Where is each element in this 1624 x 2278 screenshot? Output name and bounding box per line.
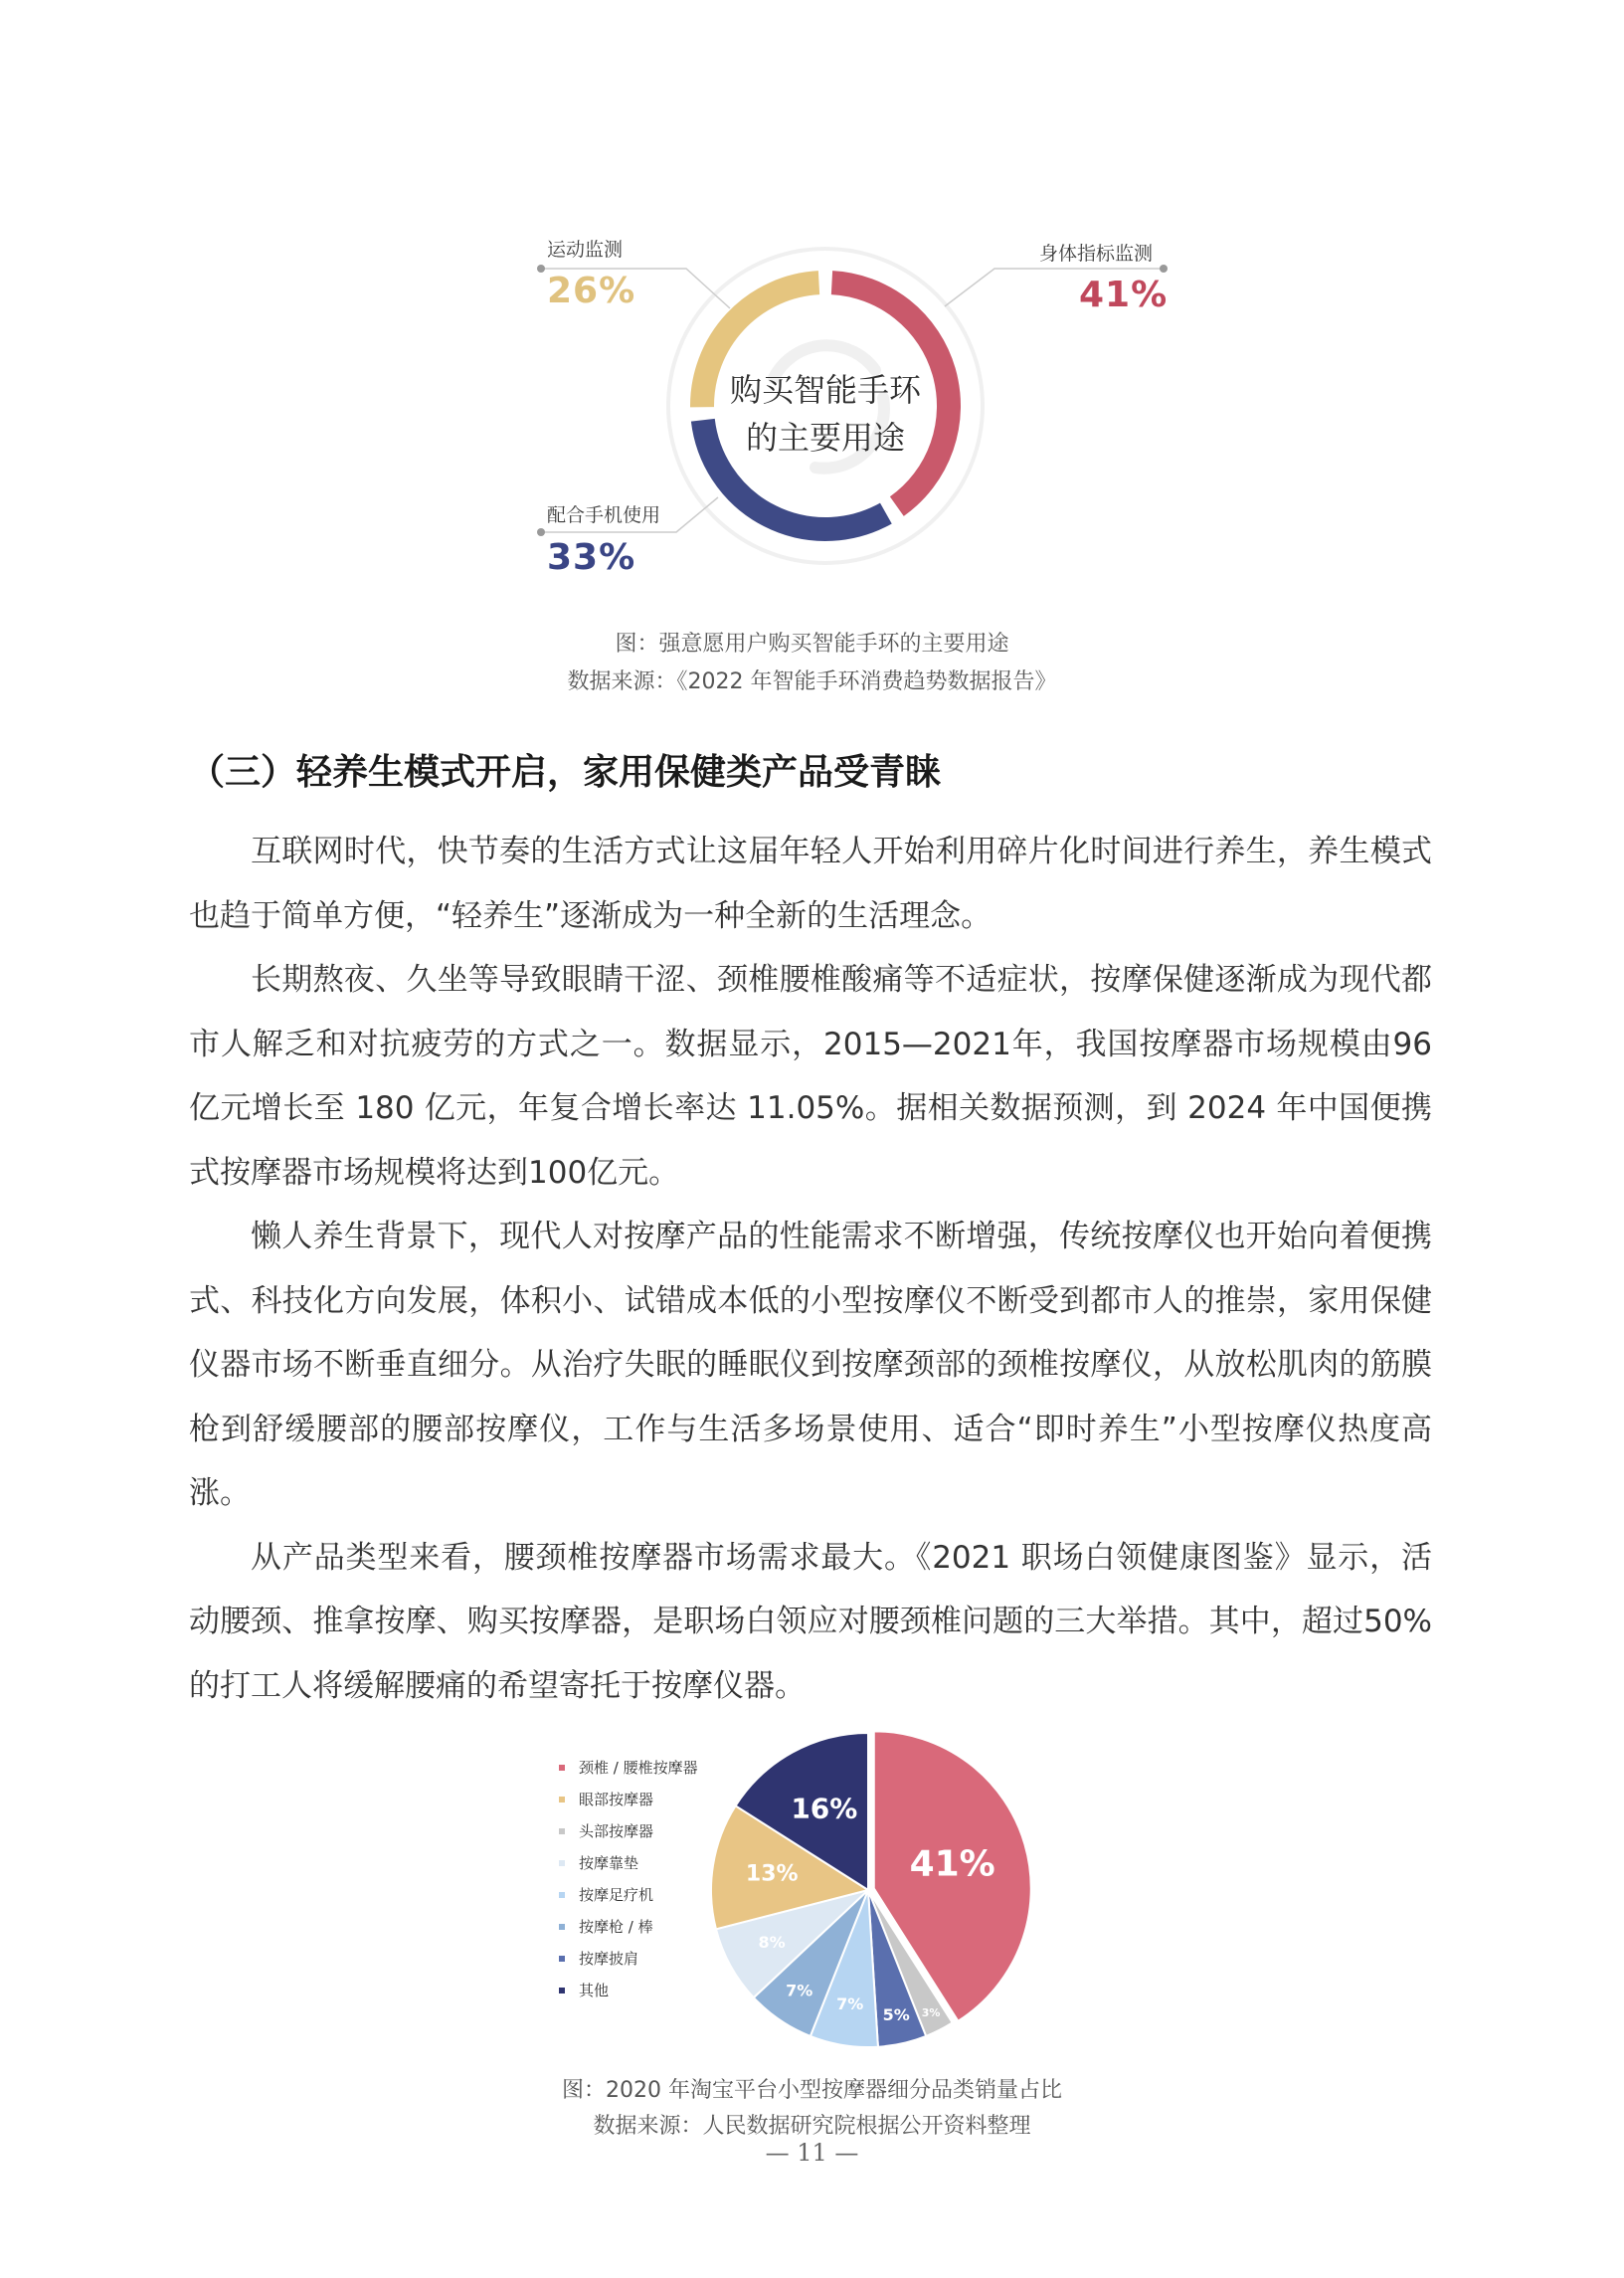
legend-swatch: [559, 1797, 565, 1803]
paragraph-3: 懒人养生背景下，现代人对按摩产品的性能需求不断增强，传统按摩仪也开始向着便携式、科技化方向发展，体积小、试错成本低的小型按摩仪不断受到都市人的推崇，家用保健仪器市场不断垂直细分。从治疗失眠的睡眠仪到按摩颈部的颈椎按摩仪，从放松肌肉的筋膜枪到舒缓腰部的腰部按摩仪，工作与生活多场景使用、适合“即时养生”小型按摩仪热度高涨。: [189, 1219, 1432, 1511]
pie-data-label-7: 16%: [791, 1792, 858, 1825]
label-body-indicator: 身体指标监测: [1039, 243, 1154, 265]
legend-swatch: [559, 1988, 565, 1993]
legend-swatch: [559, 1956, 565, 1962]
legend-label: 按摩枪 / 棒: [579, 1918, 653, 1936]
pie-data-label-4: 7%: [836, 1993, 864, 2013]
legend-label: 按摩足疗机: [579, 1886, 654, 1904]
label-sport-monitoring: 运动监测: [547, 239, 624, 261]
section-heading: （三）轻养生模式开启，家用保健类产品受青睐: [189, 752, 942, 793]
paragraph-2: 长期熬夜、久坐等导致眼睛干涩、颈椎腰椎酸痛等不适症状，按摩保健逐渐成为现代都市人解乏和对抗疲劳的方式之一。数据显示，2015—2021年，我国按摩器市场规模由96 亿元增长至 180 亿元，年复合增长率达 11.05%。据相关数据预测，到 2024 年中国便携式按摩器市场规模将达到100亿元。: [189, 962, 1432, 1191]
pie-data-label-6: 5%: [882, 2004, 910, 2024]
legend-label: 头部按摩器: [579, 1822, 654, 1840]
label-phone-pairing: 配合手机使用: [547, 504, 661, 526]
donut-center-line-2: 的主要用途: [745, 419, 905, 457]
paragraph-4: 从产品类型来看，腰颈椎按摩器市场需求最大。《2021 职场白领健康图鉴》显示，活动腰颈、推拿按摩、购买按摩器，是职场白领应对腰颈椎问题的三大举措。其中，超过50%的打工人将缓解腰痛的希望寄托于按摩仪器。: [189, 1539, 1432, 1704]
figure2-caption: 图：2020 年淘宝平台小型按摩器细分品类销量占比: [562, 2078, 1062, 2103]
legend-label: 按摩披肩: [579, 1950, 639, 1968]
pct-body-indicator: 41%: [1079, 275, 1169, 315]
pie-data-label-0: 41%: [909, 1843, 995, 1885]
legend-swatch: [559, 1828, 565, 1834]
donut-center-line-1: 购买智能手环: [729, 371, 921, 409]
legend-swatch: [559, 1860, 565, 1866]
legend-swatch: [559, 1892, 565, 1898]
page-number: — 11 —: [765, 2139, 859, 2167]
pie-data-label-2: 3%: [921, 2005, 941, 2019]
pct-phone-pairing: 33%: [547, 537, 636, 578]
paragraph-1: 互联网时代，快节奏的生活方式让这届年轻人开始利用碎片化时间进行养生，养生模式也趋于简单方便，“轻养生”逐渐成为一种全新的生活理念。: [189, 834, 1432, 934]
pie-data-label-1: 13%: [745, 1861, 799, 1887]
legend-label: 颈椎 / 腰椎按摩器: [579, 1759, 698, 1777]
legend-label: 按摩靠垫: [579, 1854, 639, 1872]
figure1-caption: 图：强意愿用户购买智能手环的主要用途: [615, 632, 1009, 657]
legend-swatch: [559, 1924, 565, 1930]
figure1-source: 数据来源：《2022 年智能手环消费趋势数据报告》: [567, 669, 1057, 694]
pie-data-label-5: 7%: [786, 1981, 813, 2000]
legend-label: 其他: [579, 1982, 610, 1999]
pie-data-label-3: 8%: [758, 1932, 786, 1952]
pct-sport-monitoring: 26%: [547, 271, 636, 311]
legend-label: 眼部按摩器: [579, 1791, 654, 1808]
legend-swatch: [559, 1765, 565, 1771]
figure2-source: 数据来源：人民数据研究院根据公开资料整理: [593, 2114, 1031, 2139]
